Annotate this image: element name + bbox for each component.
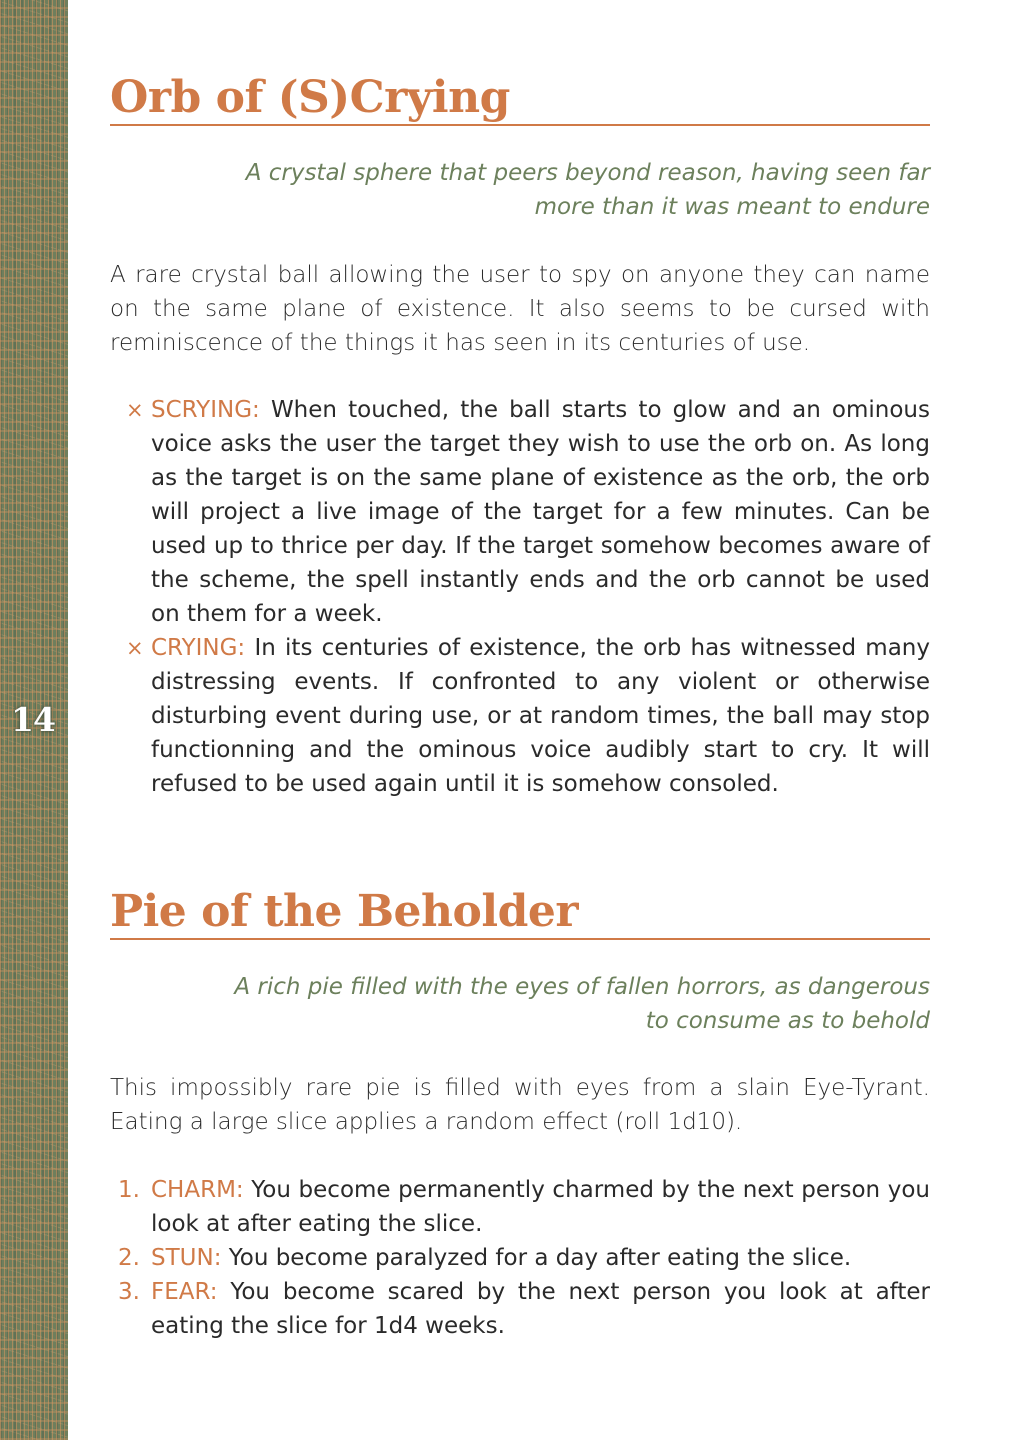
list-item [110, 1275, 930, 1343]
feature-label: CRYING: [151, 635, 246, 661]
description-pie: This impossibly rare pie is filled with eyes from a slain Eye-Tyrant. Eating a large slice applies a random effect (roll 1d10). [110, 1075, 930, 1135]
effect-label: FEAR: [151, 1279, 218, 1305]
effect-label: CHARM: [151, 1177, 244, 1203]
list-item [110, 1173, 930, 1241]
list-item [110, 393, 930, 631]
list-number: 2. [118, 1245, 140, 1271]
page-number: 14 [11, 700, 55, 739]
list-number: 3. [118, 1279, 140, 1305]
list-item [110, 631, 930, 801]
effect-label: STUN: [151, 1245, 222, 1271]
feature-list-orb [110, 393, 930, 801]
section-title-pie: Pie of the Beholder [110, 888, 930, 940]
tagline-pie: A rich pie filled with the eyes of fallen horrors, as dangerous to consume as to behold [234, 974, 930, 1034]
effect-text: You become permanently charmed by the next person you look at after eating the slice. [151, 1177, 931, 1237]
effect-list-pie [110, 1173, 930, 1343]
effect-text: You become paralyzed for a day after eating the slice. [228, 1245, 852, 1271]
tagline-orb: A crystal sphere that peers beyond reason, having seen far more than it was meant to endure [245, 160, 930, 220]
list-number: 1. [118, 1177, 140, 1203]
feature-text: When touched, the ball starts to glow and an ominous voice asks the user the target they wish to use the orb on. As long as the target is on the same plane of existence as the orb, the orb will project a live image of the target for a few minutes. Can be used up to thrice per day. If the target somehow becomes aware of the scheme, the spell instantly ends and the orb cannot be used on them for a week. [151, 397, 930, 627]
feature-label: SCRYING: [151, 397, 260, 423]
section-title-orb: Orb of (S)Crying [110, 74, 930, 126]
cross-bullet-icon: × [126, 398, 144, 422]
effect-text: You become scared by the next person you look at after eating the slice for 1d4 weeks. [151, 1279, 931, 1339]
feature-text: In its centuries of existence, the orb has witnessed many distressing events. If confronted to any violent or otherwise disturbing event during use, or at random times, the ball may stop functionning and the ominous voice audibly start to cry. It will refused to be used again until it is somehow consoled. [151, 635, 930, 797]
cross-bullet-icon: × [126, 636, 144, 660]
list-item [110, 1241, 930, 1275]
description-orb: A rare crystal ball allowing the user to spy on anyone they can name on the same plane of existence. It also seems to be cursed with reminiscence of the things it has seen in its centuries of use. [110, 262, 930, 356]
